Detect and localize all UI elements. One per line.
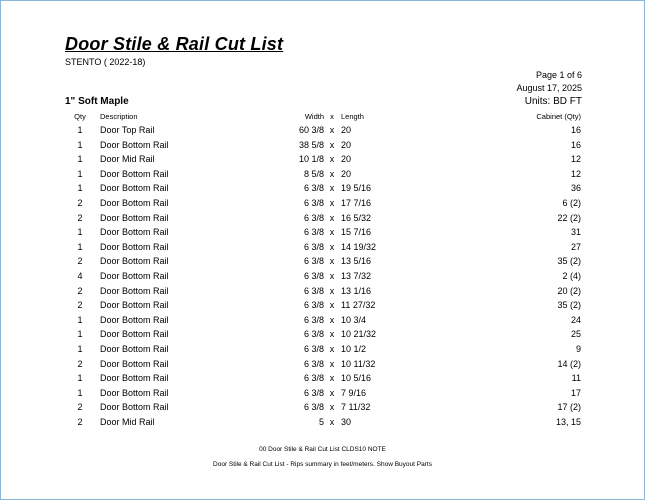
cell-qty: 1 [77,227,83,238]
cell-qty: 1 [77,329,83,340]
cell-width: 5 [318,417,324,427]
cell-length: 10 1/2 [341,344,367,354]
cell-x: x [329,198,335,208]
cell-x: x [329,358,335,369]
cell-qty: 2 [77,417,83,427]
report-date: August 17, 2025 [516,83,582,93]
cell-width: 6 3/8 [303,344,324,354]
cell-width: 6 3/8 [303,256,324,267]
cell-description: Door Bottom Rail [100,168,169,179]
cell-description: Door Top Rail [100,125,155,135]
footer-note-1: 00 Door Stile & Rail Cut List CLDS10 NOTE [259,446,386,453]
cell-x: x [329,271,335,281]
cell-cabinet: 36 [570,183,581,194]
cell-cabinet: 17 (2) [557,402,581,413]
cell-cabinet: 9 [575,344,581,354]
cell-length: 11 27/32 [341,300,376,311]
cell-qty: 2 [77,256,83,267]
cell-length: 10 5/16 [341,373,372,384]
cell-cabinet: 2 (4) [562,271,581,281]
cell-length: 16 5/32 [341,212,372,223]
cell-cabinet: 22 (2) [557,212,581,223]
cell-width: 6 3/8 [303,183,324,194]
cell-x: x [329,344,335,354]
cell-qty: 2 [77,198,83,208]
cell-length: 20 [341,139,352,150]
cell-cabinet: 20 (2) [557,285,581,296]
cell-x: x [329,154,335,165]
cell-x: x [329,241,335,252]
cell-width: 6 3/8 [303,198,324,208]
cell-x: x [329,285,335,296]
cell-length: 19 5/16 [341,183,372,194]
cell-length: 20 [341,125,352,135]
cell-cabinet: 25 [570,329,581,340]
cell-description: Door Bottom Rail [100,358,169,369]
cell-x: x [329,227,335,238]
cell-length: 10 11/32 [341,358,376,369]
cell-width: 38 5/8 [298,139,324,150]
cell-x: x [329,329,335,340]
page-info [516,69,582,95]
cell-length: 20 [341,168,352,179]
header-qty: Qty [74,112,86,121]
cell-qty: 2 [77,402,83,413]
cell-width: 6 3/8 [303,387,324,398]
cell-width: 8 5/8 [303,168,324,179]
cell-description: Door Bottom Rail [100,183,169,194]
cell-qty: 1 [77,154,83,165]
cell-description: Door Bottom Rail [100,227,169,238]
units-label: Units: BD FT [524,96,582,107]
cell-cabinet: 35 (2) [557,256,581,267]
cell-length: 30 [341,417,352,427]
cell-description: Door Bottom Rail [100,271,169,281]
cell-description: Door Bottom Rail [100,212,169,223]
cell-x: x [329,168,335,179]
cell-x: x [329,256,335,267]
cell-qty: 1 [77,241,83,252]
cell-x: x [329,212,335,223]
cell-description: Door Bottom Rail [100,329,169,340]
cell-qty: 2 [77,358,83,369]
cell-x: x [329,314,335,325]
cell-qty: 4 [77,271,83,281]
cell-width: 6 3/8 [303,329,324,340]
cell-width: 6 3/8 [303,212,324,223]
cell-cabinet: 24 [570,314,581,325]
cell-description: Door Bottom Rail [100,241,169,252]
cell-description: Door Bottom Rail [100,256,169,267]
cell-width: 6 3/8 [303,285,324,296]
cell-length: 17 7/16 [341,198,372,208]
cell-length: 7 11/32 [341,402,371,413]
header-width: Width [304,112,324,121]
cell-qty: 1 [77,183,83,194]
cell-description: Door Bottom Rail [100,344,169,354]
cell-cabinet: 35 (2) [557,300,581,311]
cell-x: x [329,125,335,135]
cell-qty: 1 [77,314,83,325]
header-length: Length [341,112,364,121]
cell-length: 20 [341,154,352,165]
cell-x: x [329,417,335,427]
report-title: Door Stile & Rail Cut List [65,34,284,54]
header-description: Description [100,112,138,121]
cell-description: Door Bottom Rail [100,285,169,296]
cell-description: Door Bottom Rail [100,139,169,150]
cell-cabinet: 16 [570,125,581,135]
cell-description: Door Bottom Rail [100,387,169,398]
page-number: Page 1 of 6 [535,70,582,80]
cell-x: x [329,373,335,384]
cell-width: 6 3/8 [303,227,324,238]
cell-qty: 1 [77,125,83,135]
cell-width: 6 3/8 [303,314,324,325]
header-x: x [330,112,334,121]
cell-cabinet: 31 [570,227,581,238]
cell-width: 6 3/8 [303,241,324,252]
cell-width: 6 3/8 [303,271,324,281]
cell-cabinet: 12 [570,154,581,165]
footer-note-2: Door Stile & Rail Cut List - Rips summary in feet/meters. Show Buyout Parts [213,461,432,468]
cell-qty: 2 [77,285,83,296]
cell-x: x [329,183,335,194]
cell-length: 13 5/16 [341,256,372,267]
cell-qty: 1 [77,344,83,354]
header-cabinet: Cabinet (Qty) [536,112,581,121]
cell-description: Door Bottom Rail [100,314,169,325]
cell-description: Door Mid Rail [100,154,155,165]
cell-cabinet: 17 [570,387,581,398]
material-heading: 1" Soft Maple [65,96,129,107]
cell-cabinet: 16 [570,139,581,150]
cell-qty: 2 [77,212,83,223]
cell-x: x [329,300,335,311]
cell-cabinet: 14 (2) [557,358,581,369]
cell-width: 10 1/8 [298,154,324,165]
cell-cabinet: 12 [570,168,581,179]
cell-cabinet: 27 [570,241,581,252]
cell-x: x [329,402,335,413]
cell-description: Door Bottom Rail [100,402,169,413]
cell-width: 6 3/8 [303,373,324,384]
cell-x: x [329,139,335,150]
cell-width: 60 3/8 [298,125,324,135]
cell-description: Door Bottom Rail [100,373,169,384]
cell-cabinet: 11 [571,373,581,384]
cell-length: 14 19/32 [341,241,377,252]
cell-length: 13 7/32 [341,271,372,281]
cell-length: 10 3/4 [341,314,367,325]
cell-x: x [329,387,335,398]
cell-length: 7 9/16 [341,387,367,398]
cell-qty: 1 [77,139,83,150]
cell-qty: 1 [77,373,83,384]
cell-width: 6 3/8 [303,402,324,413]
cell-width: 6 3/8 [303,358,324,369]
cell-width: 6 3/8 [303,300,324,311]
cell-qty: 1 [77,168,83,179]
job-name: STENTO ( 2022-18) [65,57,146,67]
cell-length: 10 21/32 [341,329,377,340]
cell-length: 13 1/16 [341,285,372,296]
cell-cabinet: 6 (2) [562,198,581,208]
cell-qty: 1 [77,387,83,398]
cell-cabinet: 13, 15 [555,417,581,427]
cell-description: Door Bottom Rail [100,198,169,208]
cell-length: 15 7/16 [341,227,372,238]
cell-qty: 2 [77,300,83,311]
cell-description: Door Bottom Rail [100,300,169,311]
cell-description: Door Mid Rail [100,417,155,427]
